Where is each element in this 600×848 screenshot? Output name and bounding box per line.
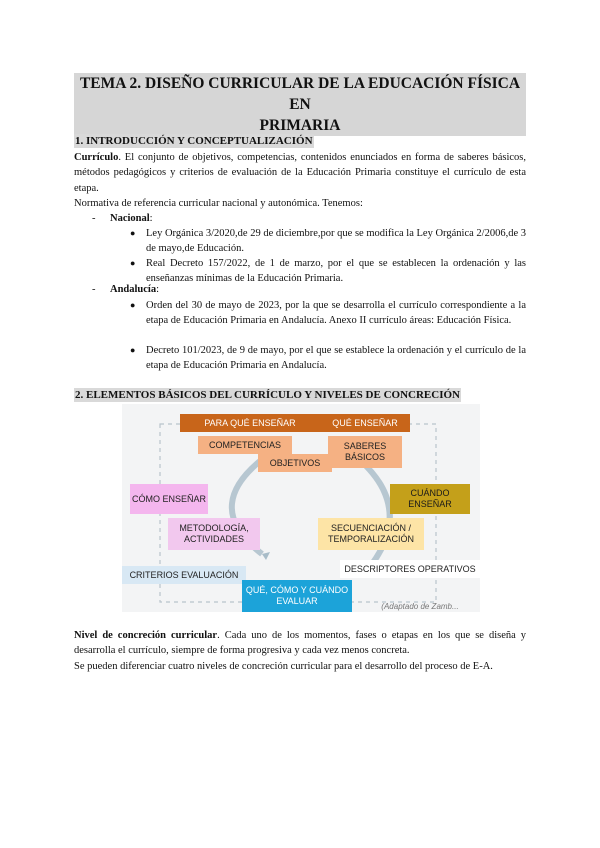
curriculum-diagram	[122, 404, 480, 612]
section-2-heading: 2. ELEMENTOS BÁSICOS DEL CURRÍCULO Y NIVELES DE CONCRECIÓN	[75, 389, 460, 401]
curriculo-term: Currículo	[74, 152, 119, 163]
nacional-item-2: Real Decreto 157/2022, de 1 de marzo, por el que se establecen la ordenación y las enseñanzas mínimas de la Educación Primaria.	[146, 258, 526, 284]
curriculo-text: . El conjunto de objetivos, competencias, contenidos enunciados en forma de saberes básicos, métodos pedagógicos y criterios de evaluación de la Educación Primaria constituye el currículo de esta etapa.	[74, 152, 526, 194]
nacional-label: Nacional	[110, 213, 150, 224]
descriptores-box: DESCRIPTORES OPERATIVOS	[340, 560, 480, 578]
nivel-term: Nivel de concreción curricular	[74, 630, 218, 641]
secuenciacion-box: SECUENCIACIÓN / TEMPORALIZACIÓN	[318, 518, 424, 550]
bullet-marker: ●	[130, 228, 136, 238]
andalucia-item-2: Decreto 101/2023, de 9 de mayo, por el que se establece la ordenación y el currículo de la etapa de Educación Primaria en Andalucía.	[146, 345, 526, 371]
section-1-heading: 1. INTRODUCCIÓN Y CONCEPTUALIZACIÓN	[75, 135, 313, 147]
title-line-2: PRIMARIA	[259, 117, 341, 134]
para-que-ensenar-box: PARA QUÉ ENSEÑAR	[180, 414, 320, 432]
criterios-evaluacion-box: CRITERIOS EVALUACIÓN	[122, 566, 246, 584]
saberes-basicos-box: SABERES BÁSICOS	[328, 436, 402, 468]
evaluar-box: QUÉ, CÓMO Y CUÁNDO EVALUAR	[242, 580, 352, 612]
como-ensenar-box: CÓMO ENSEÑAR	[130, 484, 208, 514]
nacional-item-1: Ley Orgánica 3/2020,de 29 de diciembre,por que se modifica la Ley Orgánica 2/2006,de 3 de mayo,de Educación.	[146, 228, 526, 254]
page-title	[74, 73, 526, 136]
andalucia-label: Andalucía	[110, 284, 157, 295]
dash-marker: -	[92, 213, 96, 224]
metodologia-box: METODOLOGÍA, ACTIVIDADES	[168, 518, 260, 550]
cuatro-niveles-text: Se pueden diferenciar cuatro niveles de concreción curricular para el desarrollo del proceso de E-A.	[74, 661, 493, 672]
cuando-ensenar-box: CUÁNDO ENSEÑAR	[390, 484, 470, 514]
andalucia-heading: Andalucía:	[110, 284, 160, 295]
competencias-box: COMPETENCIAS	[198, 436, 292, 454]
bullet-marker: ●	[130, 345, 136, 355]
normativa-intro: Normativa de referencia curricular nacional y autonómica. Tenemos:	[74, 198, 363, 209]
diagram-credit: (Adaptado de Zamb...	[381, 601, 459, 611]
andalucia-item-1: Orden del 30 de mayo de 2023, por la que se desarrolla el currículo correspondiente a la etapa de Educación Primaria en Andalucía. Anexo II currículo áreas: Educación Física.	[146, 300, 526, 326]
title-line-1: TEMA 2. DISEÑO CURRICULAR DE LA EDUCACIÓN FÍSICA EN	[79, 75, 521, 113]
dash-marker: -	[92, 284, 96, 295]
bullet-marker: ●	[130, 258, 136, 268]
curriculo-definition	[74, 150, 526, 196]
objetivos-box: OBJETIVOS	[258, 454, 332, 472]
nivel-concrecion-definition	[74, 628, 526, 659]
nivel-text: . Cada uno de los momentos, fases o etapas en los que se diseña y desarrolla el currículo, siempre de forma progresiva y cada vez menos concreta.	[74, 630, 527, 657]
que-ensenar-box: QUÉ ENSEÑAR	[320, 414, 410, 432]
arrowhead-icon	[262, 552, 270, 560]
nacional-heading: Nacional:	[110, 213, 153, 224]
bullet-marker: ●	[130, 300, 136, 310]
